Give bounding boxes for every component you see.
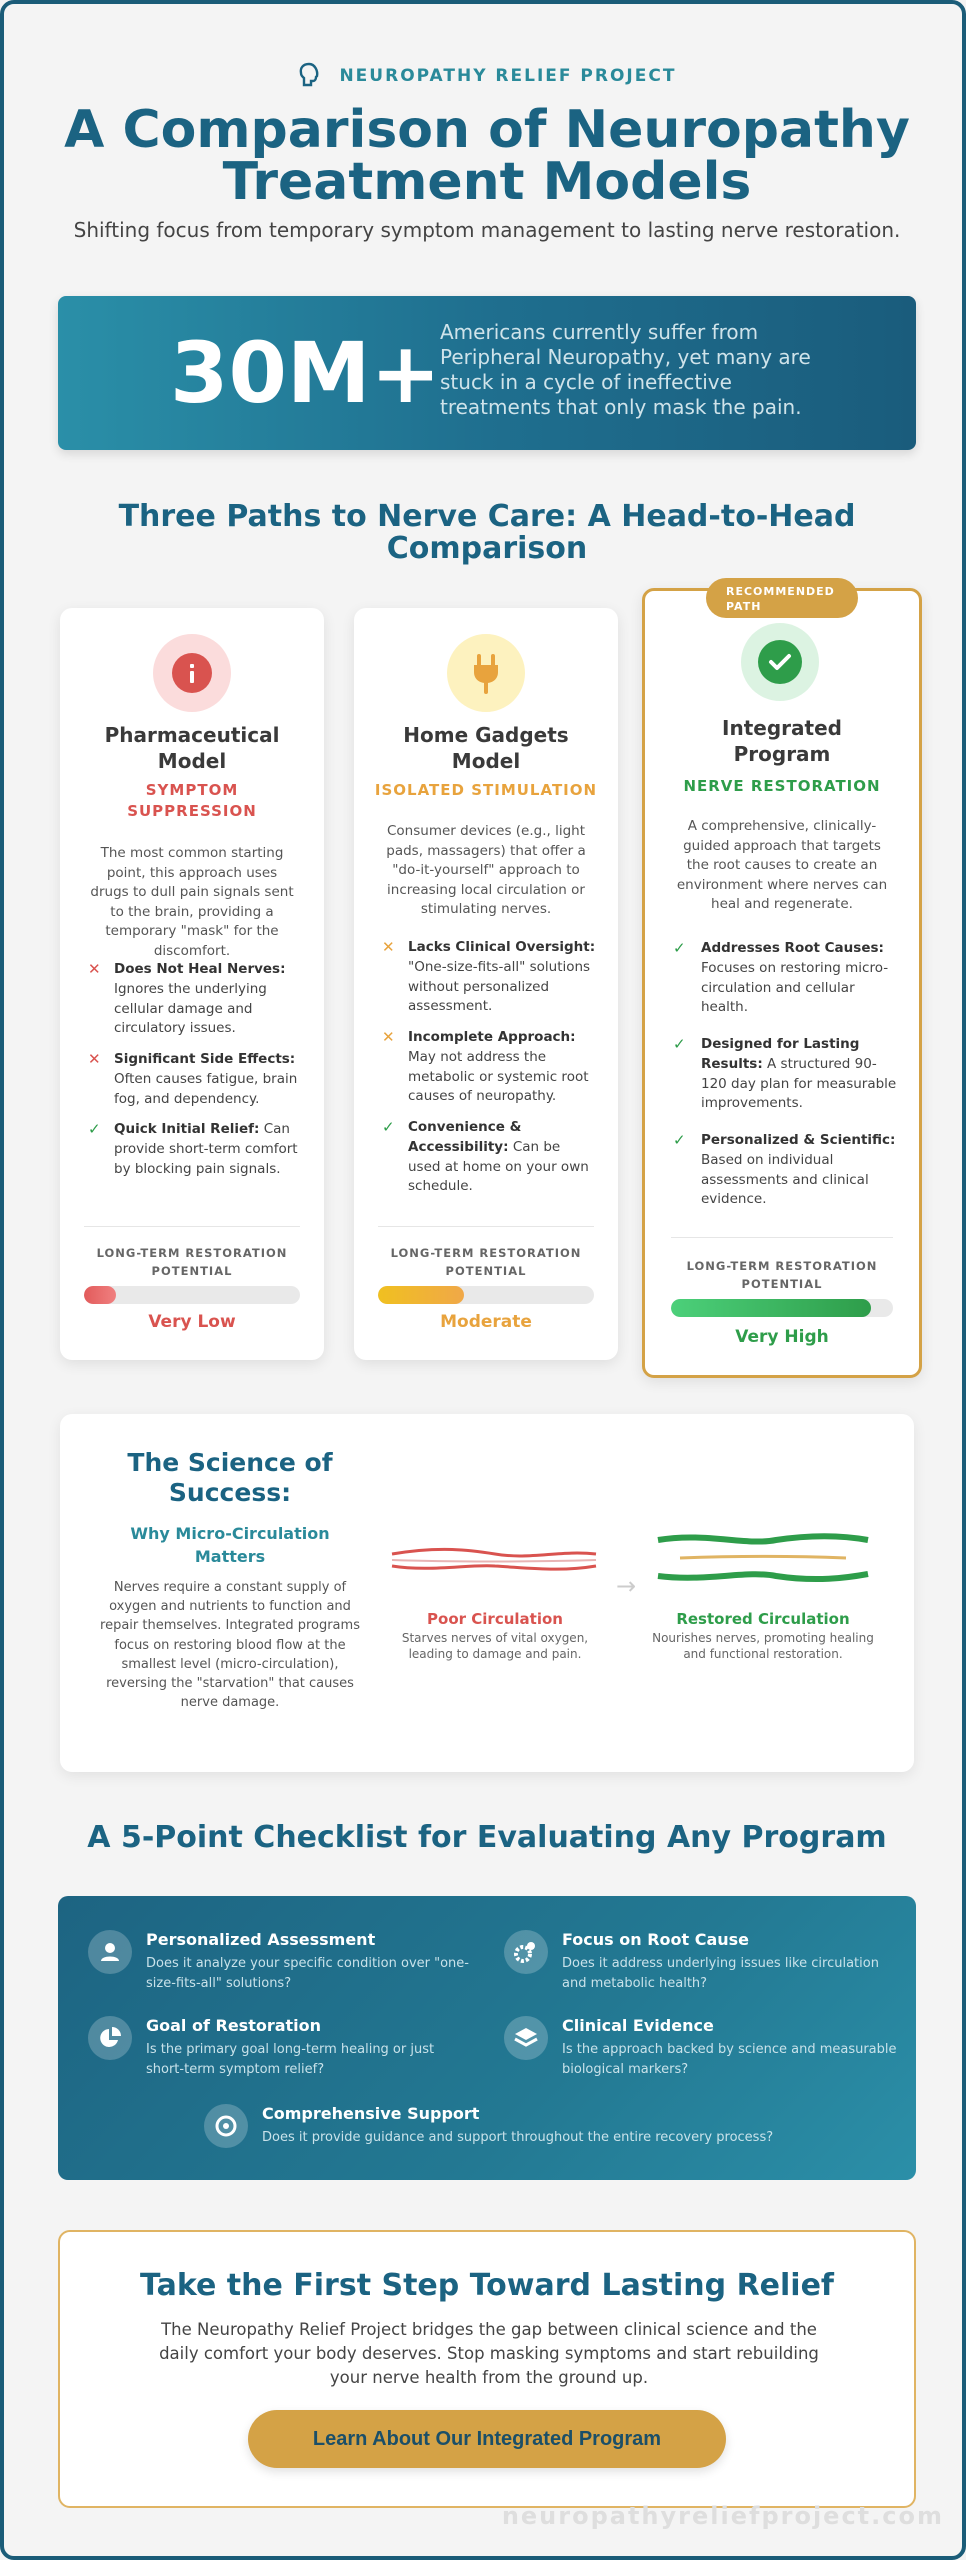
recommended-badge: RECOMMENDED PATH [706,578,858,618]
point-text: Focuses on restoring micro-circulation and cellular health. [701,959,889,1016]
info-icon [172,653,212,693]
cross-icon: ✕ [88,1050,101,1068]
checklist-item-desc: Does it provide guidance and support throughout the entire recovery process? [262,2130,774,2145]
potential-value: Very Low [148,1312,236,1332]
point-bold: Designed for Lasting Results: [701,1036,860,1072]
potential-bar-fill [378,1286,464,1304]
point-text: Can be used at home on your own schedule. [408,1138,589,1195]
card-point [408,938,604,1017]
science-panel [60,1414,914,1772]
cross-icon: ✕ [88,960,101,978]
layers-icon [504,2016,548,2060]
card-icon-inner [172,653,212,693]
card-icon-bg [447,634,525,712]
point-text: Often causes fatigue, brain fog, and dependency. [114,1070,298,1107]
card-icon-inner [758,640,802,684]
gears-icon [504,1930,548,1974]
card-title: Home Gadgets Model [403,723,569,773]
divider [84,1226,300,1227]
learn-more-button[interactable]: Learn About Our Integrated Program [248,2410,726,2468]
point-bold: Addresses Root Causes: [701,940,884,956]
page-subtitle: Shifting focus from temporary symptom management to lasting nerve restoration. [73,218,901,242]
checklist-item-desc: Does it analyze your specific condition over "one-size-fits-all" solutions? [146,1956,469,1991]
restored-circulation-label: Restored Circulation [676,1610,850,1628]
card-pharmaceutical [60,608,324,1360]
card-point [114,960,304,1039]
restored-circulation-desc: Nourishes nerves, promoting healing and functional restoration. [652,1631,874,1661]
card-point [408,1118,594,1197]
card-point [114,1120,304,1179]
card-point [408,1028,594,1107]
stat-text: Americans currently suffer from Peripheral Neuropathy, yet many are stuck in a cycle of ineffective treatments that only mask the pain. [440,320,811,419]
point-text: Based on individual assessments and clinical evidence. [701,1151,869,1208]
cross-icon: ✕ [382,938,395,956]
stat-number: 30M+ [170,324,441,422]
restored-circulation-illustration [656,1530,870,1586]
checklist-item-title: Comprehensive Support [262,2104,480,2123]
point-bold: Quick Initial Relief: [114,1121,260,1137]
potential-label: LONG-TERM RESTORATION POTENTIAL [96,1246,288,1278]
poor-circulation-desc: Starves nerves of vital oxygen, leading to damage and pain. [401,1631,589,1661]
potential-label: LONG-TERM RESTORATION POTENTIAL [686,1259,878,1291]
checklist-item-title: Clinical Evidence [562,2016,714,2035]
checklist-item-title: Focus on Root Cause [562,1930,750,1949]
page-title-line2: Treatment Models [222,152,752,212]
science-desc: Nerves require a constant supply of oxygen and nutrients to function and repair themselves. Integrated programs focus on restoring blood flow at the smallest level (micro-circulation), reversing the "starvation" that causes nerve damage. [100,1580,360,1711]
potential-value: Very High [735,1327,829,1347]
point-text: May not address the metabolic or systemic root causes of neuropathy. [408,1048,589,1105]
plug-icon [447,634,525,712]
check-icon: ✓ [673,1035,686,1053]
checklist-item-desc: Is the primary goal long-term healing or just short-term symptom relief? [146,2042,435,2077]
card-desc: A comprehensive, clinically-guided approach that targets the root causes to create an environment where nerves can heal and regenerate. [676,818,888,912]
point-bold: Lacks Clinical Oversight: [408,939,596,955]
check-icon: ✓ [673,939,686,957]
card-tag: NERVE RESTORATION [683,777,881,795]
point-bold: Significant Side Effects: [114,1051,296,1067]
footer-url: neuropathyreliefproject.com [501,2502,944,2530]
card-integrated-program [642,588,922,1378]
card-desc: Consumer devices (e.g., light pads, massagers) that offer a "do-it-yourself" approach to increasing local circulation or stimulating nerves. [386,823,586,917]
point-text: "One-size-fits-all" solutions without personalized assessment. [408,958,591,1015]
card-point [701,939,897,1018]
card-tag: SYMPTOM SUPPRESSION [127,781,257,820]
check-circle-icon [758,640,802,684]
cta-title: Take the First Step Toward Lasting Relief [140,2268,834,2303]
potential-bar [84,1286,300,1304]
brand-header [4,62,966,88]
point-bold: Personalized & Scientific: [701,1132,896,1148]
card-tag: ISOLATED STIMULATION [374,781,598,799]
cross-icon: ✕ [382,1028,395,1046]
poor-circulation-illustration [390,1540,600,1580]
check-icon: ✓ [88,1120,101,1138]
point-bold: Does Not Heal Nerves: [114,961,286,977]
brain-icon [298,62,320,88]
divider [671,1237,893,1238]
checklist-panel [58,1896,916,2180]
point-text: Ignores the underlying cellular damage and circulatory issues. [114,980,267,1037]
science-title: The Science of Success: [127,1448,333,1507]
science-subtitle: Why Micro-Circulation Matters [130,1524,330,1566]
point-text: Can provide short-term comfort by blocking pain signals. [114,1121,298,1177]
poor-circulation-label: Poor Circulation [427,1610,563,1628]
checklist-title: A 5-Point Checklist for Evaluating Any Program [87,1820,887,1855]
point-bold: Incomplete Approach: [408,1029,576,1045]
checklist-item-desc: Does it address underlying issues like circulation and metabolic health? [562,1956,879,1991]
brand-name: NEUROPATHY RELIEF PROJECT [339,66,677,86]
life-ring-icon [204,2104,248,2148]
check-icon: ✓ [673,1131,686,1149]
point-text: A structured 90-120 day plan for measurable improvements. [701,1055,897,1112]
card-desc: The most common starting point, this approach uses drugs to dull pain signals sent to the brain, providing a temporary "mask" for the discomfort. [90,845,294,959]
card-home-gadgets [354,608,618,1360]
card-icon-bg [153,634,231,712]
chart-pie-icon [88,2016,132,2060]
potential-value: Moderate [440,1312,532,1332]
potential-bar [671,1299,893,1317]
user-icon [88,1930,132,1974]
card-title: Pharmaceutical Model [104,723,280,773]
point-bold: Convenience & Accessibility: [408,1119,522,1155]
potential-label: LONG-TERM RESTORATION POTENTIAL [390,1246,582,1278]
cta-text: The Neuropathy Relief Project bridges the gap between clinical science and the daily comfort your body deserves. Stop masking symptoms and start rebuilding your nerve health from the ground up. [159,2320,819,2387]
card-point [701,1035,897,1114]
potential-bar-fill [671,1299,871,1317]
stat-banner [58,296,916,450]
checklist-item-desc: Is the approach backed by science and measurable biological markers? [562,2042,897,2077]
card-icon-bg [741,623,819,701]
potential-bar-fill [84,1286,116,1304]
comparison-title: Three Paths to Nerve Care: A Head-to-Head Comparison [118,499,856,566]
card-title: Integrated Program [722,716,842,766]
divider [378,1226,594,1227]
check-icon: ✓ [382,1118,395,1136]
potential-bar [378,1286,594,1304]
page-title-line1: A Comparison of Neuropathy [64,100,910,160]
card-point [701,1131,897,1210]
cta-panel [58,2230,916,2508]
checklist-item-title: Personalized Assessment [146,1930,376,1949]
card-point [114,1050,304,1109]
arrow-right-icon: → [616,1572,637,1600]
checklist-item-title: Goal of Restoration [146,2016,322,2035]
page-title [64,100,910,212]
